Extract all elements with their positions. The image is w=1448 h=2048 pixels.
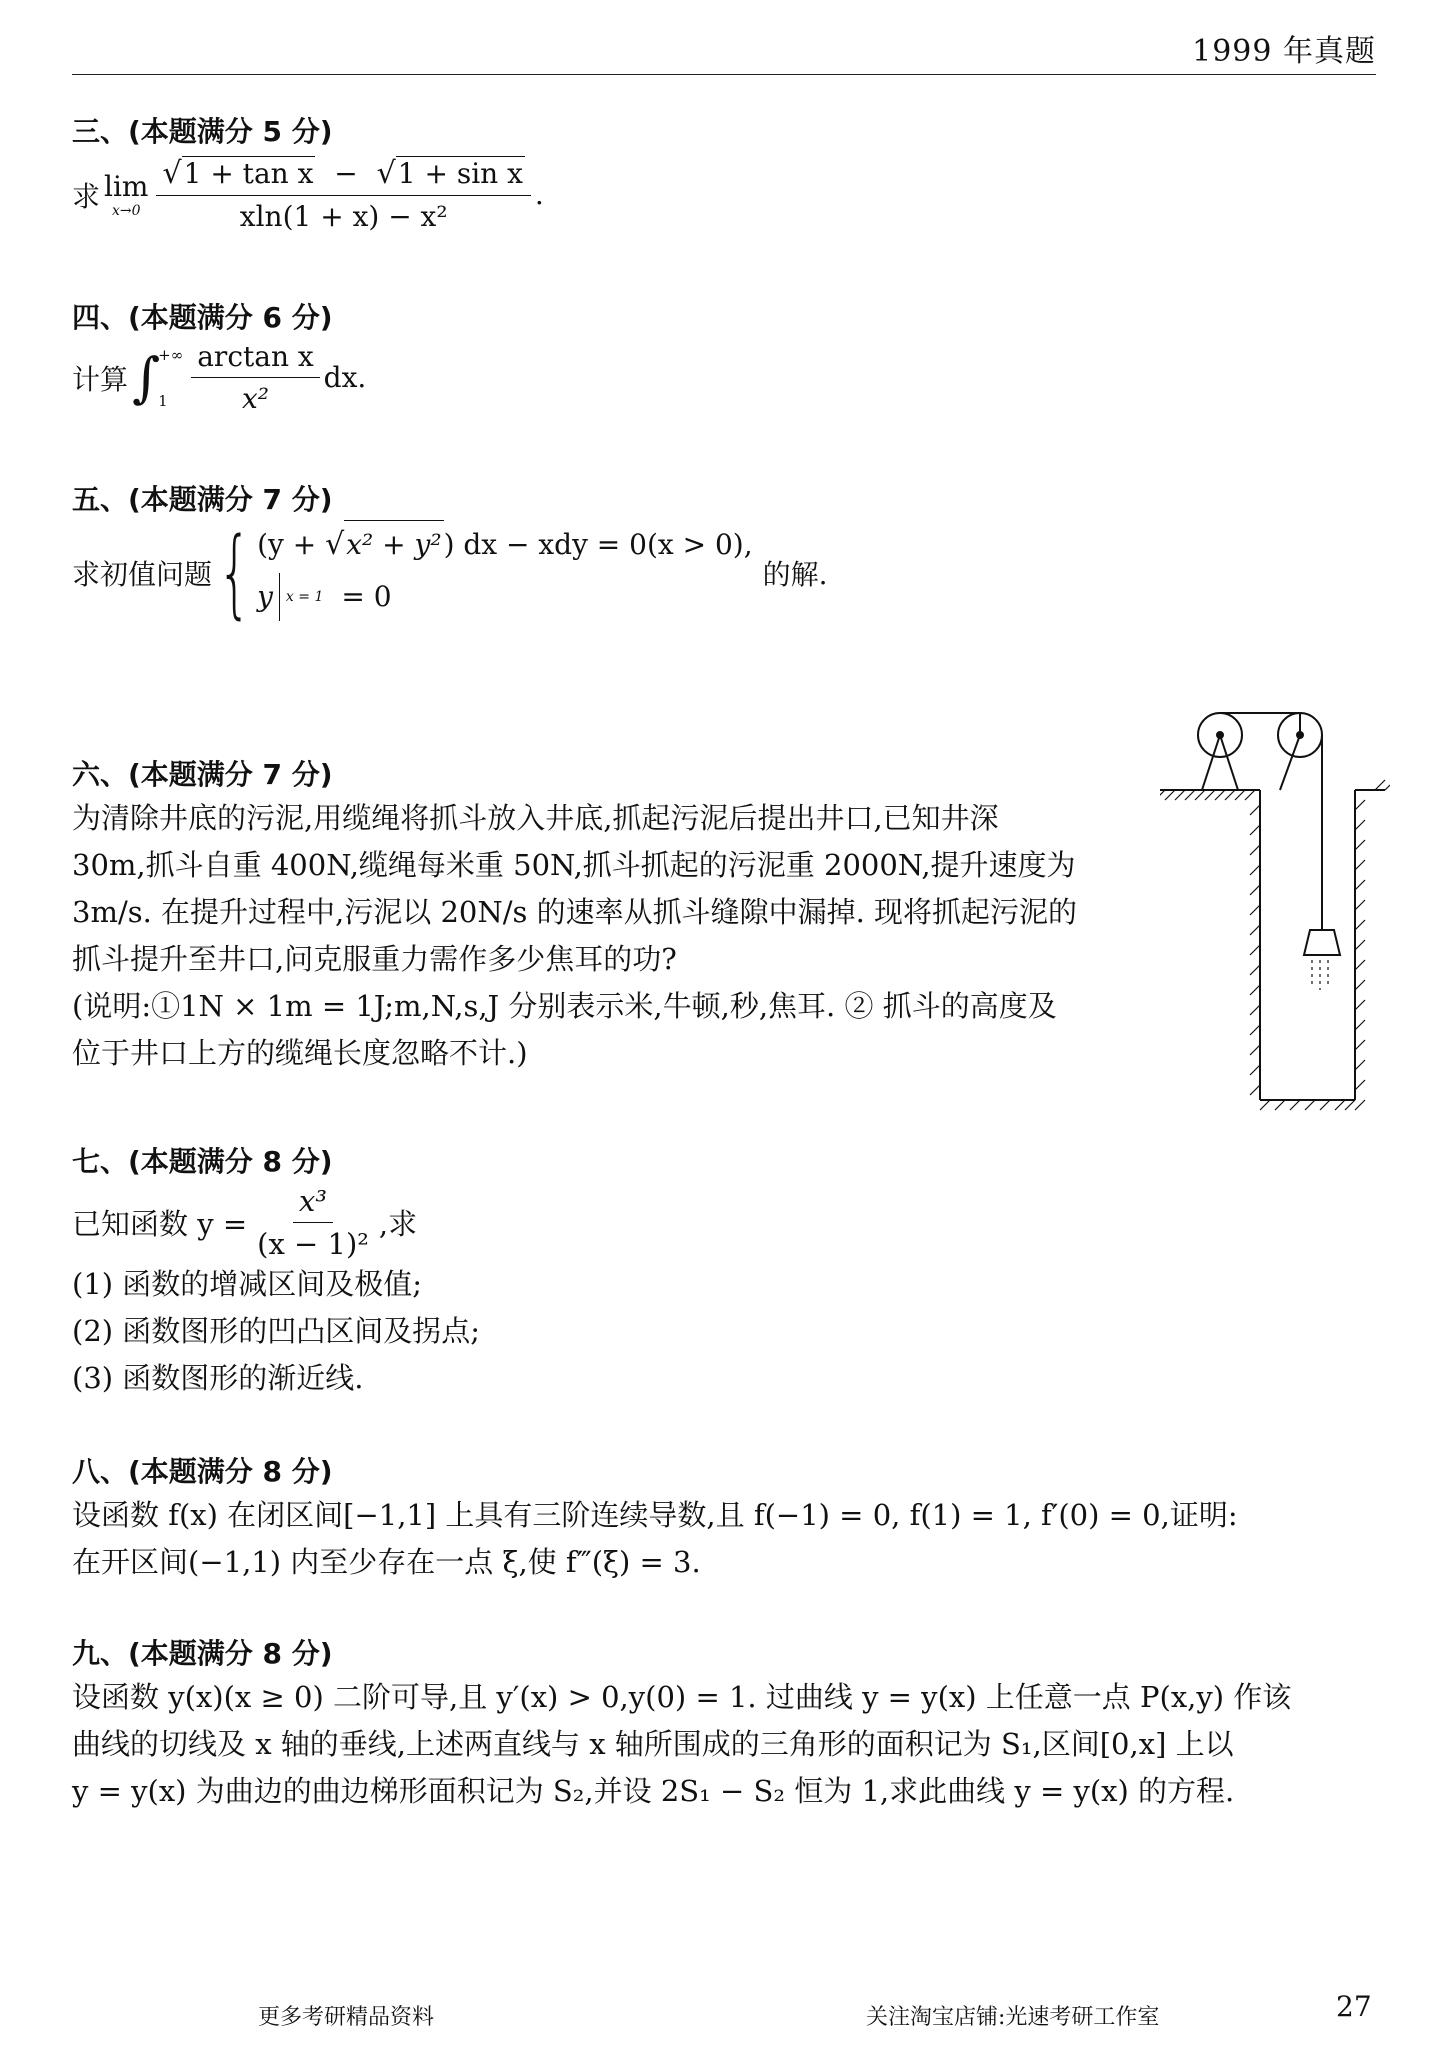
problem-9 — [72, 1634, 1291, 1815]
problem-7 — [72, 1142, 480, 1402]
function-fraction: $\frac{\text{x³}}{\text{(x − 1)²}}$ — [257, 1184, 369, 1261]
page-header-title: 1999 年真题 — [1192, 34, 1376, 69]
problem-4-formula: 计算 ∫ +∞ 1 $\frac{\text{arctan x}}{\text{x²}}$ dx. — [72, 340, 367, 415]
problem-5-title: 五、(本题满分 7 分) — [72, 483, 333, 516]
problem-8-title: 八、(本题满分 8 分) — [72, 1455, 333, 1488]
problem-7-formula: 已知函数 y = $\frac{\text{x³}}{\text{(x − 1)²}}$ ,求 — [72, 1184, 418, 1261]
header-rule — [72, 74, 1376, 75]
problem-7-title: 七、(本题满分 8 分) — [72, 1145, 333, 1178]
problem-4-title: 四、(本题满分 6 分) — [72, 301, 333, 334]
problem-3-lead: 求 — [72, 179, 101, 213]
system-equation-1: (y + √x² + y²) dx − xdy = 0(x > 0), — [257, 520, 753, 569]
integral-sign: ∫ +∞ 1 — [132, 345, 184, 410]
problem-9-body: 设函数 y(x)(x ≥ 0) 二阶可导,且 y′(x) > 0,y(0) = 1. 过曲线 y = y(x) 上任意一点 P(x,y) 作该 曲线的切线及 x 轴的垂线,上述两直线与 x 轴所围成的三角形的面积记为 S₁,区间[0,x] 上以 y = y(x) 为曲边的曲边梯形面积记为 S₂,并设 2S₁ − S₂ 恒为 1,求此曲线 y = y(x) 的方程. — [72, 1680, 1292, 1808]
limit-fraction — [156, 156, 530, 233]
problem-6-body: 为清除井底的污泥,用缆绳将抓斗放入井底,抓起污泥后提出井口,已知井深 30m,抓斗自重 400N,缆绳每米重 50N,抓斗抓起的污泥重 2000N,提升速度为 3m/s. 在提升过程中,污泥以 20N/s 的速率从抓斗缝隙中漏掉. 现将抓起污泥的 抓斗提升至井口,问克服重力需作多少焦耳的功? (说明:①1N × 1m = 1J;m,N,s,J 分别表示米,牛顿,秒,焦耳. ② 抓斗的高度及 位于井口上方的缆绳长度忽略不计.) — [72, 801, 1078, 1070]
problem-8-body: 设函数 f(x) 在闭区间[−1,1] 上具有三阶连续导数,且 f(−1) = 0, f(1) = 1, f′(0) = 0,证明: 在开区间(−1,1) 内至少存在一点 ξ,使 f‴(ξ) = 3. — [72, 1498, 1238, 1579]
problem-4 — [72, 298, 366, 415]
integral-upper-limit: +∞ — [158, 345, 184, 364]
well-pulley-figure — [1160, 705, 1390, 1115]
page-number: 27 — [1336, 1990, 1372, 2023]
problem-8 — [72, 1452, 1238, 1586]
equation-system: { (y + √x² + y²) dx − xdy = 0(x > 0), y x = 1 = 0 — [217, 516, 753, 629]
problem-3 — [72, 112, 544, 233]
footer-left-text: 更多考研精品资料 — [258, 2005, 435, 2030]
problem-5-formula: 求初值问题 { (y + √x² + y²) dx − xdy = 0(x > 0), y x = 1 = 0 的解. — [72, 516, 828, 629]
list-item: (1) 函数的增减区间及极值; — [72, 1267, 423, 1301]
problem-7-items — [72, 1261, 480, 1402]
integrand-fraction: $\frac{\text{arctan x}}{\text{x²}}$ — [191, 340, 319, 415]
system-equation-2: y x = 1 = 0 — [257, 569, 753, 625]
problem-5-lead: 求初值问题 — [72, 557, 213, 591]
problem-3-formula: 求 lim x→0 $\frac{\text{√1 + tan x − √1 + sin x}}{\text{xln(1 + x) − x²}}$ . — [72, 156, 544, 233]
problem-9-title: 九、(本题满分 8 分) — [72, 1637, 333, 1670]
problem-6 — [72, 755, 1077, 1077]
list-item: (3) 函数图形的渐近线. — [72, 1361, 364, 1395]
limit-denominator: xln(1 + x) − x² — [239, 200, 448, 233]
limit-operator: lim x→0 — [104, 170, 149, 219]
problem-4-lead: 计算 — [72, 362, 129, 396]
problem-6-title: 六、(本题满分 7 分) — [72, 758, 333, 791]
integral-lower-limit: 1 — [158, 391, 168, 410]
list-item: (2) 函数图形的凹凸区间及拐点; — [72, 1314, 481, 1348]
problem-5 — [72, 480, 828, 629]
problem-3-title: 三、(本题满分 5 分) — [72, 115, 333, 148]
limit-numerator: √1 + tan x − √1 + sin x — [156, 156, 530, 196]
footer-right-text: 关注淘宝店铺:光速考研工作室 — [866, 2005, 1160, 2030]
